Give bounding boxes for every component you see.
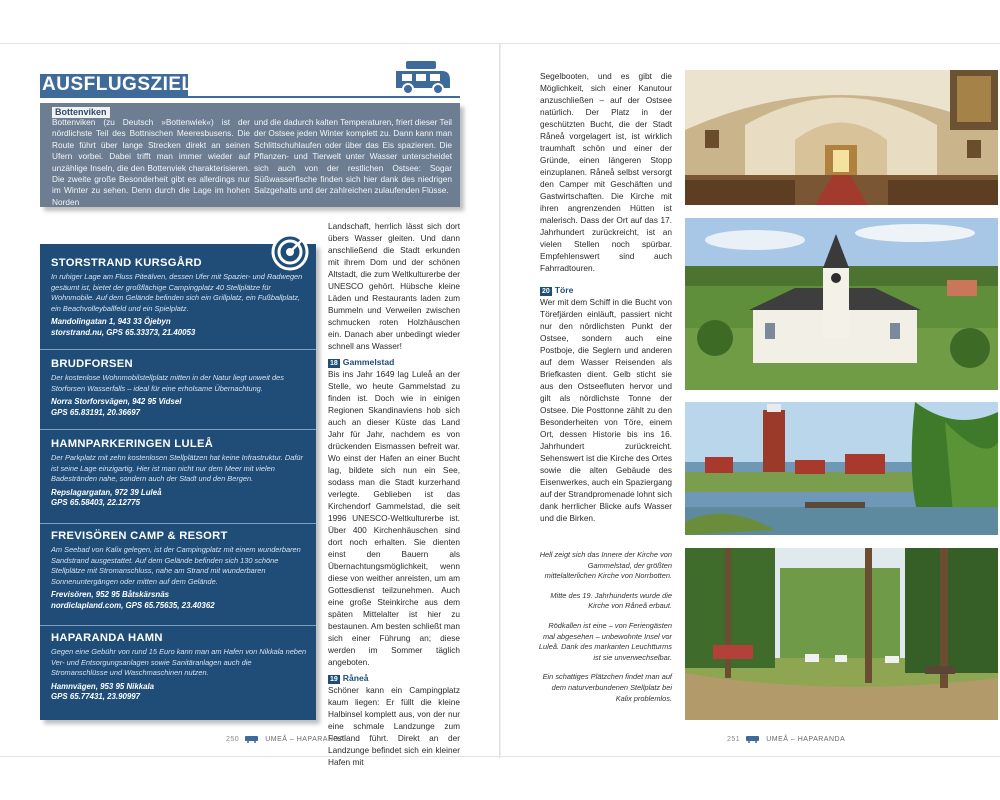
info-box-heading: Bottenviken bbox=[52, 107, 110, 118]
paragraph-ranea: Schöner kann ein Campingplatz kaum liegen: Er füllt die kleine Halbinsel komplett aus, von der nur eine schmale Landzunge zum Festland führt. Direkt an der Landzunge befindet sich ein kleiner Hafen mit bbox=[328, 685, 460, 767]
footer-right bbox=[727, 735, 845, 743]
paragraph-ranea-cont: Segelbooten, und es gibt die Möglichkeit, sich einer Kanutour anzuschließen – auf der Ostsee natürlich. Der Platz in der geschützten Bucht, die der Stadt Råneå vorgelagert ist, ist wirklich traumhaft schön und einer der Gründe, einen längeren Stopp einzuplanen. Råneå selbst versorgt den Camper mit Geschäften und Gastwirtschaften. Die Kirche mit ihren angrenzenden Hütten ist malerisch. Dass der Ort auf das 17. Jahrhundert zurückreicht, ist an vielen Stellen noch spürbar. Empfehlenswert sind auch Fahrradtouren. bbox=[540, 71, 672, 273]
page-number: 250 bbox=[226, 735, 240, 743]
caption: Hell zeigt sich das Innere der Kirche von Gammelstad, der größten mittelalterlichen Kirche von Norrbotten. bbox=[539, 550, 672, 581]
campsite-title: FREVISÖREN CAMP & RESORT bbox=[51, 530, 228, 542]
page-number: 251 bbox=[727, 735, 741, 743]
campsite-entry bbox=[51, 437, 309, 509]
section-heading-text: Töre bbox=[554, 285, 574, 295]
campsite-box bbox=[40, 244, 316, 720]
photo-captions bbox=[538, 550, 672, 713]
footer-left bbox=[226, 735, 344, 743]
campsite-gps: GPS 65.58403, 22.12775 bbox=[51, 498, 141, 508]
campsite-divider bbox=[40, 429, 316, 430]
running-title: UMEÅ – HAPARANDA bbox=[265, 735, 345, 743]
campsite-title: STORSTRAND KURSGÅRD bbox=[51, 257, 202, 269]
campsite-divider bbox=[40, 625, 316, 626]
campervan-icon bbox=[746, 735, 760, 743]
campsite-address: Frevisören, 952 95 Båtskärsnäs bbox=[51, 590, 169, 599]
campsite-address: Mandolingatan 1, 943 33 Öjebyn bbox=[51, 317, 171, 326]
paragraph-intro: Landschaft, herrlich lässt sich dort übers Wasser gleiten. Und dann anschließend die Stadt erkunden mit ihrem Dom und der schönen Altstadt, die zum Weltkulturerbe der UNESCO gehört. Hübsche kleine Läden und Restaurants laden zum Bummeln und Verweilen zwischen schmucken roten Holzhäuschen ein. Danach aber unbedingt wieder schnell ans Wasser! bbox=[328, 221, 460, 351]
info-box-col1: Bottenviken (zu Deutsch »Bottenwiek«) ist der nördlichste Teil des Bottnischen Meeresbusens. Die Route führt über lange Strecken direkt an seinen Ufern vorbei. Dabei trifft man immer wieder auf unzählige Inseln, die den Bottenviek charakterisieren. Die zweite große Besonderheit gibt es allerdings nur im Winter zu sehen. Denn durch die Lage im hohen Norden bbox=[52, 117, 250, 207]
campsite-desc: Gegen eine Gebühr von rund 15 Euro kann man am Hafen von Nikkala neben Ver- und Entsorgungsanlagen sowie Sanitäranlagen auch die Stromanschlüsse und Waschmaschinen nutzen. bbox=[51, 647, 307, 677]
campsite-desc: Der kostenlose Wohnmobilstellplatz mitten in der Natur liegt unweit des Storforsen Wasserfalls – ideal für eine erholsame Übernachtung. bbox=[51, 373, 284, 393]
section-heading-text: Råneå bbox=[342, 673, 369, 683]
section-heading-ranea bbox=[328, 672, 460, 684]
caption: Mitte des 19. Jahrhunderts wurde die Kirche von Råneå erbaut. bbox=[550, 590, 672, 611]
campervan-icon bbox=[392, 58, 454, 96]
campsite-desc: Der Parkplatz mit zehn kostenlosen Stellplätzen hat keine Infrastruktur. Dafür ist seine Lage einzigartig. Hier ist man nicht nur dem Meer mit vielen Badestränden nahe, sondern auch der Stadt und den Bergen. bbox=[51, 453, 303, 483]
campsite-entry bbox=[51, 631, 309, 703]
target-arrow-icon bbox=[268, 228, 316, 272]
right-column-text bbox=[540, 70, 672, 524]
caption: Ein schattiges Plätzchen findet man auf dem naturverbundenen Stellplatz bei Kalix problemlos. bbox=[542, 672, 672, 703]
section-number: 19 bbox=[330, 676, 338, 683]
campsite-divider bbox=[40, 523, 316, 524]
title-rule bbox=[40, 96, 460, 98]
campervan-icon bbox=[245, 735, 259, 743]
section-title: AUSFLUGSZIEL bbox=[42, 74, 194, 95]
campsite-desc: Am Seebad von Kalix gelegen, ist der Campingplatz mit einem wunderbaren Sandstrand ausgestattet. Auf dem Gelände befinden sich 130 schöne Stellplätze mit Stromanschluss, nahe am Strand mit wunderbaren Sonnenuntergängen oder mitten auf dem Gelände. bbox=[51, 545, 301, 586]
paragraph-tore: Wer mit dem Schiff in die Bucht von Törefjärden einläuft, passiert nicht nur den nördlichsten Punkt der Ostsee, sondern auch eine Postboje, die Seglern und anderen auf dem Wasser Reisenden als Briefkasten dient. Gelb sticht sie aus den Ostseefluten hervor und gilt als nördlichste Tonne der Ostsee. Die Posttonne zählt zu den Besonderheiten von Töre, einem Ort, dessen Historie bis ins 16. Jahrhundert zurückreicht. Sehenswert ist die Kirche des Ortes sowie die alten Gebäude des Eisenwerkes, auch ein Spaziergang auf der Strandpromenade lohnt sich dank herrlicher Blicke aufs Wasser und die Birken. bbox=[540, 297, 672, 523]
section-heading-tore bbox=[540, 284, 672, 296]
campsite-gps: storstrand.nu, GPS 65.33373, 21.40053 bbox=[51, 327, 196, 337]
paragraph-gammelstad: Bis ins Jahr 1649 lag Luleå an der Stelle, wo heute Gammelstad zu finden ist. Doch wie in einigen Regionen Skandinaviens hob sich auch an dieser Küste das Land Jahr für Jahr, nachdem es von drückenden Eismassen befreit war. Wo einst der Hafen an einer Bucht lag, bildete sich nun ein See, sodass man die Stadt kurzerhand verlegte. Geblieben ist das Kirchendorf Gammelstad, die seit 1996 UNESCO-Weltkulturerbe ist. Über 400 Kirchenhäuschen sind dort noch erhalten. Sie dienten einst den Bauern als Übernachtungsmöglichkeit, wenn diese von weither anreisten, um am Gottesdienst teilzunehmen. Auch eine große Steinkirche aus dem späten Mittelalter ist hier zu bestaunen. Am besten schließt man sich einer Führung an; diese werden im Sommer täglich angeboten. bbox=[328, 369, 460, 667]
church-aerial-photo bbox=[685, 218, 998, 390]
info-box-col2: und die dadurch kalten Temperaturen, friert dieser Teil der Ostsee jeden Winter komplett zu. Dann kann man Schlittschuhlaufen oder über das Eis spazieren. Die Pflanzen- und Tierwelt unter Wasser unterscheidet sich auch von der restlichen Ostsee: Sogar Süßwasserfische finden sich hier dank des niedrigen Salzgehalts und der zahlreichen zulaufenden Flüsse. bbox=[254, 117, 453, 196]
lighthouse-island-photo bbox=[685, 402, 998, 535]
campsite-divider bbox=[40, 349, 316, 350]
section-heading-text: Gammelstad bbox=[342, 357, 395, 367]
campsite-entry bbox=[51, 357, 309, 418]
caption: Rödkallen ist eine – von Feriengästen mal abgesehen – unbewohnte Insel vor Luleå. Dank des markanten Leuchtturms ist sie unverwechselbar. bbox=[538, 620, 672, 662]
forest-campsite-photo bbox=[685, 548, 998, 720]
campsite-title: BRUDFORSEN bbox=[51, 358, 133, 370]
campsite-gps: GPS 65.83191, 20.36697 bbox=[51, 407, 141, 417]
info-box-bottenviken bbox=[40, 103, 460, 207]
campsite-gps: GPS 65.77431, 23.90997 bbox=[51, 692, 141, 702]
campsite-address: Repslagargatan, 972 39 Luleå bbox=[51, 487, 162, 497]
campsite-entry bbox=[51, 529, 309, 611]
left-column-text bbox=[328, 220, 460, 768]
running-title: UMEÅ – HAPARANDA bbox=[766, 735, 846, 743]
campsite-address: Hamnvägen, 953 95 Nikkala bbox=[51, 681, 155, 691]
campsite-title: HAMNPARKERINGEN LULEÅ bbox=[51, 438, 214, 450]
campsite-address: Norra Storforsvägen, 942 95 Vidsel bbox=[51, 397, 182, 406]
section-number: 20 bbox=[542, 288, 550, 295]
church-interior-photo bbox=[685, 70, 998, 205]
campsite-gps: nordiclapland.com, GPS 65.75635, 23.40362 bbox=[51, 600, 215, 610]
campsite-title: HAPARANDA HAMN bbox=[51, 632, 163, 644]
section-heading-gammelstad bbox=[328, 356, 460, 368]
section-number: 18 bbox=[330, 360, 338, 367]
book-gutter bbox=[499, 44, 501, 758]
campsite-desc: In ruhiger Lage am Fluss Piteälven, dessen Ufer mit Spazier- und Radwegen gesäumt ist, bietet der großflächige Campingplatz 40 Stellplätze für Wohnmobile. Auf dem Gelände befinden sich ein Grillplatz, ein Fußballplatz, ein Beachvolleyballfeld und ein Spielplatz. bbox=[51, 272, 303, 313]
